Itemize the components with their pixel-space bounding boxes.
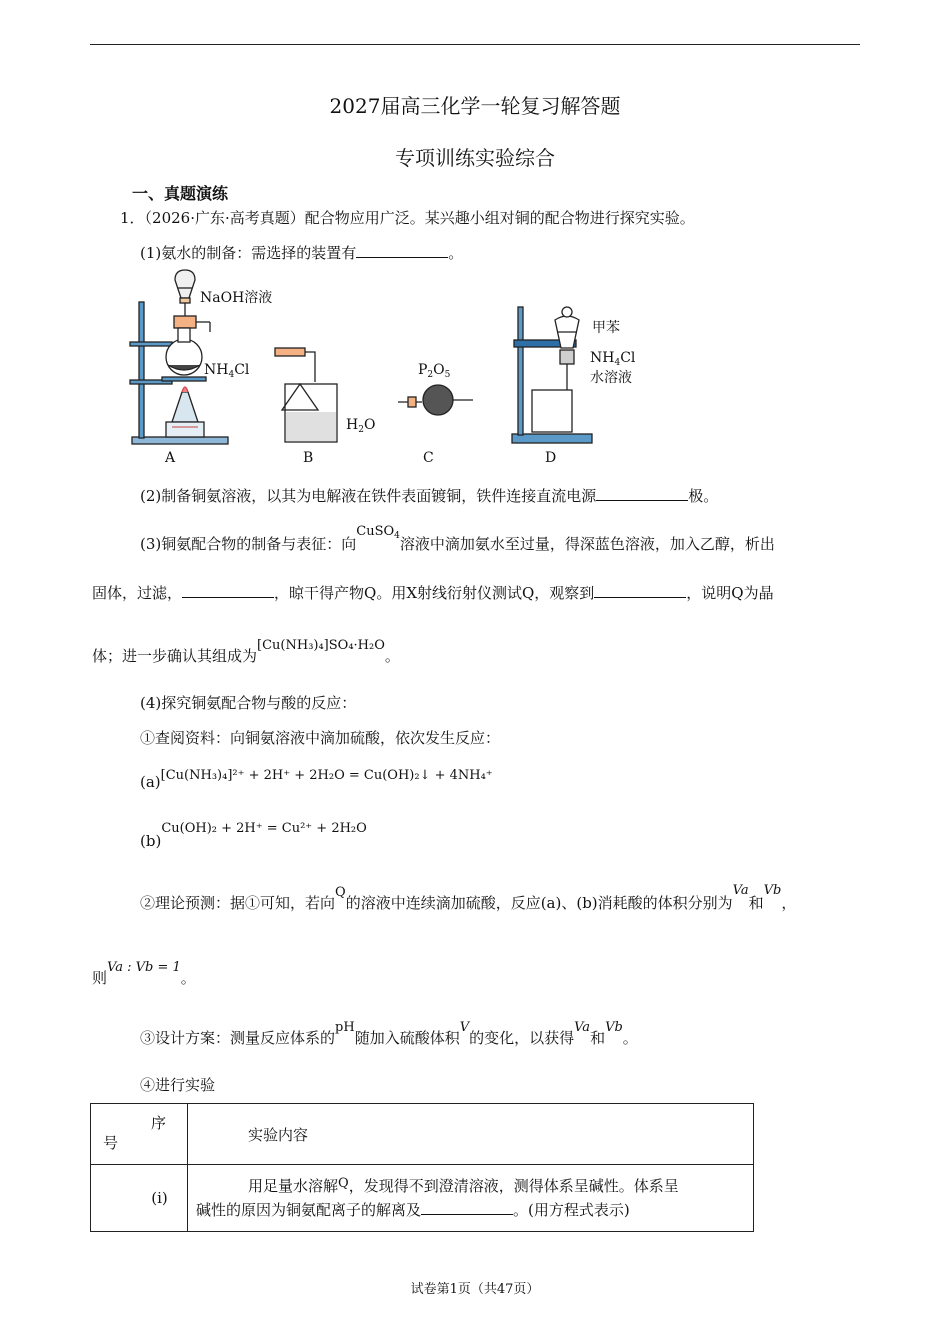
q1-part3-line3: 体；进一步确认其组成为[Cu(NH₃)₄]SO₄·H₂O。	[92, 638, 400, 665]
reaction-a: (a)[Cu(NH₃)₄]²⁺ + 2H⁺ + 2H₂O = Cu(OH)₂↓ + 4NH₄⁺	[140, 768, 493, 791]
q1-part1-end: 。	[448, 244, 464, 262]
header-content: 实验内容	[188, 1104, 754, 1165]
q1-part1	[140, 242, 463, 263]
reaction-b-equation: Cu(OH)₂ + 2H⁺ = Cu²⁺ + 2H₂O	[161, 821, 367, 836]
question-1-intro: 1．（2026·广东·高考真题）配合物应用广泛。某兴趣小组对铜的配合物进行探究实验。	[120, 209, 695, 227]
q1-part4-step3: ③设计方案：测量反应体系的pH随加入硫酸体积V的变化，以获得Va和Vb。	[140, 1020, 638, 1047]
label-toluene: 甲苯	[592, 320, 620, 336]
page-footer: 试卷第1页（共47页）	[410, 1282, 540, 1297]
reaction-a-equation: [Cu(NH₃)₄]²⁺ + 2H⁺ + 2H₂O = Cu(OH)₂↓ + 4NH₄⁺	[160, 768, 493, 783]
table-header-row	[91, 1104, 754, 1165]
q1-part2-end: 极。	[688, 487, 719, 505]
answer-blank-4[interactable]	[594, 583, 686, 598]
q1-part2-text: (2)制备铜氨溶液，以其为电解液在铁件表面镀铜，铁件连接直流电源	[140, 487, 597, 505]
answer-blank-5[interactable]	[421, 1200, 513, 1215]
page-title: 2027届高三化学一轮复习解答题	[329, 94, 621, 118]
q1-part4-step2-line2: 则Va : Vb = 1。	[92, 960, 196, 987]
q1-part4-step2: ②理论预测：据①可知，若向Q的溶液中连续滴加硫酸，反应(a)、(b)消耗酸的体积分别为Va和Vb，	[140, 883, 797, 912]
answer-blank-3[interactable]	[182, 583, 274, 598]
q1-part1-text: (1)氨水的制备：需选择的装置有	[140, 244, 357, 262]
label-nh4cl-d: $NH_4Cl$	[590, 350, 636, 368]
header-seq: 序 号	[91, 1104, 188, 1165]
top-rule	[90, 44, 860, 45]
label-aqueous: 水溶液	[590, 370, 632, 386]
reaction-b: (b)Cu(OH)₂ + 2H⁺ = Cu²⁺ + 2H₂O	[140, 821, 367, 850]
q1-part3-text-a: (3)铜氨配合物的制备与表征：向	[140, 535, 357, 553]
q1-part2	[140, 485, 718, 506]
answer-blank-2[interactable]	[596, 486, 688, 501]
label-a: A	[165, 450, 176, 466]
experiment-table	[90, 1103, 754, 1232]
page-subtitle: 专项训练实验综合	[395, 146, 555, 170]
q1-part3-text-b: 溶液中滴加氨水至过量，得深蓝色溶液，加入乙醇，析出	[399, 535, 775, 553]
apparatus-c	[398, 385, 473, 415]
product-formula: [Cu(NH₃)₄]SO₄·H₂O	[257, 638, 385, 653]
apparatus-d	[512, 307, 592, 443]
label-d: D	[545, 450, 557, 466]
answer-blank-1[interactable]	[356, 243, 448, 258]
apparatus-figure	[120, 262, 660, 472]
label-naoh: NaOH溶液	[200, 290, 273, 306]
label-h2o: $H_2O$	[346, 417, 376, 435]
cuso4-formula: CuSO$_4$	[356, 524, 400, 541]
q1-part3-line1	[140, 524, 775, 555]
q1-part4: (4)探究铜氨配合物与酸的反应：	[140, 694, 357, 712]
row-seq: (i)	[91, 1165, 188, 1232]
ratio-formula: Va : Vb = 1	[107, 960, 181, 975]
label-p2o5: $P_2O_5$	[418, 362, 451, 380]
q1-part4-step4: ④进行实验	[140, 1076, 216, 1094]
section-heading: 一、真题演练	[132, 184, 229, 203]
label-nh4cl-a: $NH_4Cl$	[204, 362, 250, 380]
apparatus-b	[275, 348, 337, 442]
label-c: C	[423, 450, 434, 466]
label-b: B	[303, 450, 314, 466]
q1-part4-step1: ①查阅资料：向铜氨溶液中滴加硫酸，依次发生反应：	[140, 729, 501, 747]
table-row	[91, 1165, 754, 1232]
row-content: 用足量水溶解Q，发现得不到澄清溶液，测得体系呈碱性。体系呈 碱性的原因为铜氨配离子的解离及 。(用方程式表示)	[188, 1165, 754, 1232]
q1-part3-line2: 固体，过滤， ，晾干得产物Q。用X射线衍射仪测试Q，观察到 ，说明Q为晶	[92, 584, 774, 602]
